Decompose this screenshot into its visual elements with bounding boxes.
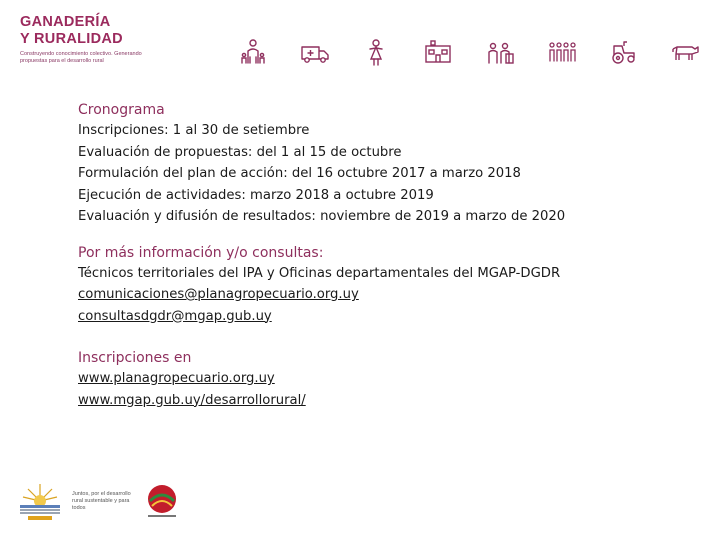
schedule-item-label: Evaluación y difusión de resultados:	[78, 209, 321, 224]
schedule-item-value: noviembre de 2019 a marzo de 2020	[320, 209, 566, 224]
schedule-item-value: del 16 octubre 2017 a marzo 2018	[291, 166, 521, 181]
brand-line-2: Y RURALIDAD	[20, 31, 123, 47]
schedule-item-label: Formulación del plan de acción:	[78, 166, 292, 181]
schedule-title: Cronograma	[78, 102, 165, 118]
mgap-logo	[18, 481, 62, 521]
main-content	[78, 101, 565, 411]
family-icon	[238, 37, 268, 67]
tractor-icon	[608, 37, 638, 67]
woman-icon	[361, 37, 391, 67]
plan-agropecuario-logo	[142, 481, 182, 521]
crowd-icon	[547, 37, 577, 67]
juntos-slogan: Juntos, por el desarrollo rural sustentable y para todos	[72, 490, 131, 511]
people-group-icon	[485, 37, 515, 67]
brand-logo	[20, 14, 160, 65]
schedule-item-label: Evaluación de propuestas:	[78, 144, 257, 160]
registration-section	[78, 349, 565, 411]
schedule-item	[78, 206, 565, 228]
registration-title: Inscripciones en	[78, 350, 192, 366]
header-icon-row	[238, 34, 700, 70]
schedule-item-value: del 1 al 15 de octubre	[256, 144, 402, 160]
footer-logos	[18, 478, 182, 524]
info-section	[78, 244, 565, 328]
schedule-item-value: marzo 2018 a octubre 2019	[250, 187, 434, 203]
web-link-planagropecuario[interactable]: www.planagropecuario.org.uy	[78, 371, 275, 386]
brand-subtitle: Construyendo conocimiento colectivo. Generando propuestas para el desarrollo rural	[20, 51, 142, 64]
schedule-item	[78, 142, 565, 164]
info-text: Técnicos territoriales del IPA y Oficinas departamentales del MGAP-DGDR	[78, 265, 561, 281]
ambulance-icon	[300, 37, 330, 67]
schedule-section	[78, 101, 565, 228]
email-link-consultas[interactable]: consultasdgdr@mgap.gub.uy	[78, 308, 272, 324]
brand-line-1: GANADERÍA	[20, 14, 111, 30]
schedule-item	[78, 120, 565, 142]
schedule-item-value: 1 al 30 de setiembre	[172, 123, 310, 138]
school-icon	[423, 37, 453, 67]
schedule-item	[78, 185, 565, 207]
schedule-item-label: Ejecución de actividades:	[78, 187, 251, 203]
email-link-comunicaciones[interactable]: comunicaciones@planagropecuario.org.uy	[78, 287, 359, 302]
info-title: Por más información y/o consultas:	[78, 244, 324, 261]
schedule-item	[78, 163, 565, 185]
schedule-item-label: Inscripciones:	[78, 123, 173, 138]
cow-icon	[670, 37, 700, 67]
web-link-mgap[interactable]: www.mgap.gub.uy/desarrollorural/	[78, 392, 306, 408]
